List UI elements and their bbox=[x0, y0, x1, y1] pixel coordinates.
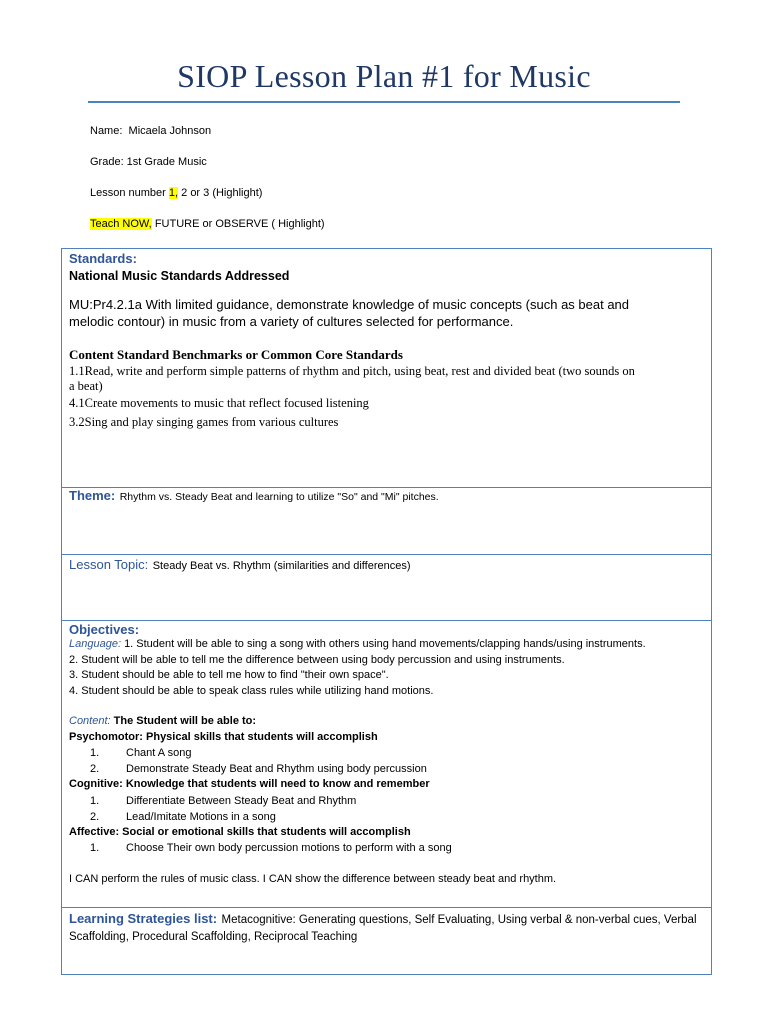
cognitive-heading: Cognitive: Knowledge that students will need to know and remember bbox=[69, 778, 430, 790]
mu-standard-line2: melodic contour) in music from a variety of cultures selected for performance. bbox=[69, 314, 514, 329]
page-title: SIOP Lesson Plan #1 for Music bbox=[177, 58, 591, 94]
theme-heading: Theme: bbox=[69, 488, 116, 503]
list-item bbox=[69, 793, 705, 809]
grade-line: Grade: 1st Grade Music bbox=[90, 156, 207, 168]
language-label: Language: bbox=[69, 638, 121, 650]
list-item-text: Chant A song bbox=[126, 747, 192, 759]
content-intro-text: The Student will be able to: bbox=[113, 715, 257, 727]
benchmark-3: 3.2Sing and play singing games from various cultures bbox=[69, 415, 339, 429]
affective-heading: Affective: Social or emotional skills that students will accomplish bbox=[69, 825, 411, 838]
lesson-number-prefix: Lesson number bbox=[90, 187, 166, 199]
i-can-statement: I CAN perform the rules of music class. I CAN show the difference between steady beat and rhythm. bbox=[69, 873, 557, 885]
list-item-number: 2. bbox=[90, 810, 100, 823]
lesson-number-highlight: 1, bbox=[168, 187, 179, 199]
language-objective-3: 3. Student should be able to tell me how to find "their own space". bbox=[69, 669, 389, 681]
list-item-number: 1. bbox=[90, 842, 100, 854]
lesson-topic-text: Steady Beat vs. Rhythm (similarities and differences) bbox=[152, 560, 411, 572]
standards-heading: Standards: bbox=[69, 251, 137, 266]
list-item bbox=[69, 809, 705, 825]
name-line bbox=[90, 124, 211, 138]
learning-strategies-text-1: Metacognitive: Generating questions, Self Evaluating, Using verbal & non-verbal cues, Verbal bbox=[221, 914, 697, 926]
teach-line bbox=[90, 217, 325, 231]
theme-text: Rhythm vs. Steady Beat and learning to utilize "So" and "Mi" pitches. bbox=[119, 491, 439, 503]
theme-section bbox=[61, 487, 712, 555]
lesson-topic-heading: Lesson Topic: bbox=[69, 557, 149, 572]
learning-strategies-line1 bbox=[69, 910, 705, 929]
language-objective-2: 2. Student will be able to tell me the difference between using body percussion and using instruments. bbox=[69, 653, 565, 666]
objectives-section bbox=[61, 620, 712, 908]
list-item-text: Demonstrate Steady Beat and Rhythm using body percussion bbox=[126, 763, 427, 775]
content-objective-intro bbox=[69, 714, 705, 730]
content-label: Content: bbox=[69, 715, 111, 727]
language-objective-1 bbox=[69, 637, 705, 653]
psychomotor-heading: Psychomotor: Physical skills that students will accomplish bbox=[69, 730, 378, 743]
language-objective-4: 4. Student should be able to speak class rules while utilizing hand motions. bbox=[69, 684, 434, 697]
list-item-number: 2. bbox=[90, 763, 100, 775]
list-item-text: Lead/Imitate Motions in a song bbox=[126, 810, 276, 823]
teach-highlight: Teach NOW, bbox=[90, 218, 152, 230]
benchmark-1-line1: 1.1Read, write and perform simple patterns of rhythm and pitch, using beat, rest and divided beat (two sounds on bbox=[69, 364, 635, 378]
list-item bbox=[69, 745, 705, 761]
lesson-number-line bbox=[90, 186, 262, 200]
learning-strategies-section bbox=[61, 907, 712, 975]
title-underline bbox=[88, 101, 680, 103]
standards-section bbox=[61, 248, 712, 488]
list-item bbox=[69, 840, 705, 856]
name-label: Name: bbox=[90, 125, 123, 137]
mu-standard-line1: MU:Pr4.2.1a With limited guidance, demonstrate knowledge of music concepts (such as beat and bbox=[69, 297, 630, 312]
learning-strategies-heading: Learning Strategies list: bbox=[69, 911, 218, 926]
list-item-text: Choose Their own body percussion motions to perform with a song bbox=[126, 842, 452, 854]
language-objective-1-text: 1. Student will be able to sing a song with others using hand movements/clapping hands/using instruments. bbox=[124, 638, 646, 650]
list-item-text: Differentiate Between Steady Beat and Rhythm bbox=[126, 794, 357, 807]
list-item-number: 1. bbox=[90, 747, 100, 759]
lesson-topic-section bbox=[61, 554, 712, 621]
name-value: Micaela Johnson bbox=[128, 125, 212, 137]
benchmark-1-line2: a beat) bbox=[69, 379, 103, 393]
objectives-heading: Objectives: bbox=[69, 622, 140, 637]
lesson-number-suffix: 2 or 3 (Highlight) bbox=[181, 187, 263, 199]
teach-suffix: FUTURE or OBSERVE ( Highlight) bbox=[154, 218, 325, 230]
national-standards-subheading: National Music Standards Addressed bbox=[69, 269, 290, 283]
content-standards-heading: Content Standard Benchmarks or Common Core Standards bbox=[69, 347, 403, 362]
benchmark-2: 4.1Create movements to music that reflect focused listening bbox=[69, 396, 369, 410]
list-item bbox=[69, 761, 705, 777]
learning-strategies-text-2: Scaffolding, Procedural Scaffolding, Reciprocal Teaching bbox=[69, 931, 358, 943]
list-item-number: 1. bbox=[90, 794, 100, 807]
